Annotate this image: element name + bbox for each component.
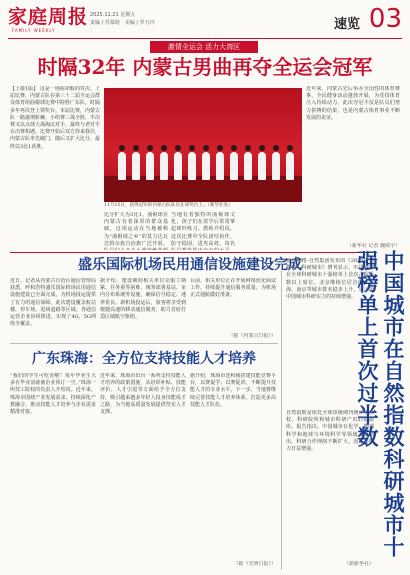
player-figure [146,152,154,180]
airport-column-3: 目前，相关单位正在开展网络优化调试工作，持续提升通信服务质量，为机场正式通航做好准备。 [190,278,276,299]
newspaper-logo: 家庭周报 [8,6,89,28]
lead-headline: 时隔32年 内蒙古男曲再夺全运会冠军 [37,55,373,79]
guangdong-byline: （据《光明日报》） [233,561,276,567]
issue-editors: 责编 / 苏慕晗 美编 / 罗万玲 [90,20,155,26]
index-column-1: 施普林格·自然集团发布的《2025自然指数—科研城市》增刊显示，中国城市在全球科研城市十强榜单上首次占据半数以上席位。北京继续位居首位，上海、南京等城市排名稳步上升，显示出中国城市科研实力的持续增强。 [286,258,374,301]
player-figure [272,152,280,180]
player-figure [258,152,266,180]
section-divider [10,252,370,253]
airport-column-1: 近日，记者从内蒙古自治区通信管理局获悉，呼和浩特盛乐国际机场民用通信设施建设已全面完成，为机场投运提供了有力的通信保障。此次建设覆盖航站楼、停车场、进场道路等区域，各通信运营企业协同推进，实现了4G、5G网络全覆盖。 [10,278,96,328]
masthead [8,6,402,39]
player-figure [118,152,126,180]
player-figure [132,152,140,180]
player-figure [188,152,196,180]
player-figure [230,152,238,180]
guangdong-column-3: 据介绍，珠海市还积极搭建技能竞赛平台，以赛促学、以赛促训，不断提升技能人才的专业水平。下一步，当地将继续完善技能人才培养体系，打造更多高技能人才队伍。 [190,373,276,408]
newspaper-logo-sub: FAMILY WEEKLY [12,28,56,33]
index-vertical-headline: 中国城市在自然指数科研城市十强榜单上首次过半数 [355,250,405,558]
airport-byline: （据《内蒙古日报》） [228,333,276,339]
lead-byline: （新华社 记者 魏婧宇） [346,243,400,249]
guangdong-column-2: 近年来，珠海市出台一系列支持技能人才培养的政策措施，从培训补贴、技能评价、人才引进等方面给予全方位支持，吸引越来越多年轻人投身技能成才之路，为当地高质量发展提供坚实人才支撑。 [100,373,186,416]
lead-column-3: 当地有着独特的曲棍球文化，孩子们在放学后常常拿起球杆练习。教练介绍说，这次比赛中全队团结协作，防守稳固、进攻高效，每名 [171,212,235,247]
photo-caption: 11月15日，获得冠军的内蒙古队队员在领奖台上。（新华社发） [104,203,233,208]
index-byline: （据新华社） [343,561,374,567]
airport-headline: 盛乐国际机场民用通信设施建设完成 [78,257,302,273]
lead-column-1: 【上接1版】 这是一场宿命般的对决。上届比赛，内蒙古队在第三十二届全运会群众体育组曲棍球比赛中险胜广东队，时隔多年再次登上领奖台。本届比赛，内蒙古队一路披荆斩棘，小组赛三战全胜，半决赛又以点球大战淘汰对手，最终与老对手在决赛相遇。比赛开始后双方你来我往，内蒙古队率先破门，随后又扩大比分，最终以3比1获胜。 [10,86,100,150]
column-separator [281,260,282,570]
player-figure [174,152,182,180]
page-number: 03 [368,4,402,34]
airport-column-2: 据介绍，建设期间相关单位克服工期紧、任务重等困难，统筹部署基站、室内分布系统等设施，确保信号稳定、速率优良。新机场投运后，旅客将享受到便捷高速的移动通信服务，助力首府打造区域航空枢纽。 [100,278,186,321]
player-figure [216,152,224,180]
guangdong-column-1: “我们的学生可吃香啦！每年毕业生大多在毕业前就被企业预订一空。”珠海一所技工院校的负责人介绍说。近年来，珠海市围绕产业发展需求，持续深化产教融合，推动技能人才培养与企业需求精准对接。 [10,373,96,416]
guangdong-headline: 广东珠海：全方位支持技能人才培养 [32,351,256,367]
lead-column-4: 近年来，内蒙古先后举办全国性的体育赛事，全民健身活动蓬勃开展，为竞技体育注入持续动力。此次夺冠不仅是队员们努力拼搏的结果，也是内蒙古体育事业不断发展的见证。 [306,86,400,121]
section-divider [10,343,278,344]
champions-photo [104,88,302,202]
topic-banner: 激情全运会 活力大湾区 [150,41,258,53]
player-figure [244,152,252,180]
index-column-2: 自然指数是依托全球顶级期刊统计各高校、科研院所和城市科研产出的数据库。报告指出，中国城市在化学、物理科学和地球与环境科学等领域表现突出，科研合作网络不断扩大，国际影响力日益增强。 [286,410,374,453]
lead-column-2: 比分扩大为3比1。曲棍球在内蒙古有着深厚的群众基础，这项运动在当地被称为“曲棍球之乡”的莫力达瓦达斡尔族自治旗广泛开展。 [104,212,168,247]
player-figure [286,152,294,180]
issue-meta [90,11,155,27]
player-figure [160,152,168,180]
section-name: 速览 [333,17,360,32]
player-figure [202,152,210,180]
issue-date: 2025.11.21 星期五 [90,12,136,18]
